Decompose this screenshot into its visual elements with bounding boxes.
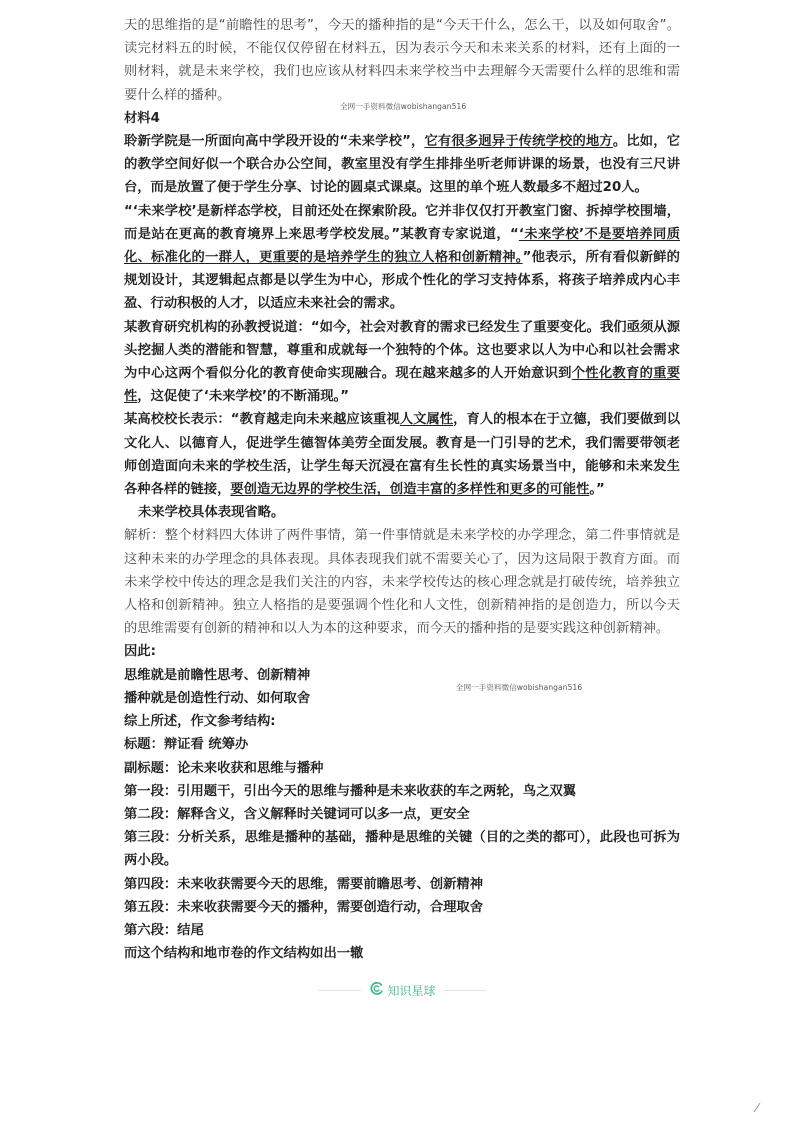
closing-line: 而这个结构和地市卷的作文结构如出一辙 <box>124 946 364 962</box>
material4-paragraph-4 <box>124 408 680 501</box>
analysis-paragraph: 解析：整个材料四大体讲了两件事情，第一件事情就是未来学校的办学理念，第二件事情就是这种未来的办学理念的具体表现。具体表现我们就不需要关心了，因为这局限于教育方面。而未来学校中传达的理念是我们关注的内容，未来学校传达的核心理念就是打破传统，培养独立人格和创新精神。独立人格指的是要强调个性化和人文性，创新精神指的是创造力，所以今天的思维需要有创新的精神和以人为本的这种要求，而今天的播种指的是要实践这种创新精神。 <box>124 528 680 637</box>
watermark-top: 全网一手资料微信wobishangan516 <box>340 102 467 111</box>
m4p3-text-b: ，这促使了‘未来学校’的不断涌现。” <box>137 389 349 405</box>
footer-brand-label: 知识星球 <box>387 983 436 998</box>
m4p2-text-b: ”他表示，所有看似新鲜的规划设计，其逻辑起点都是以学生为中心，形成个性化的学习支持体系，将孩子培养成内心丰盈、行动积极的人才，以适应未来社会的需求。 <box>124 250 680 312</box>
m4p1-underlined-1: 它有很多迥异于传统学校的地方 <box>424 134 613 150</box>
material4-paragraph-2 <box>124 200 680 316</box>
footer-divider-right <box>444 990 487 991</box>
document-body <box>124 14 680 965</box>
m4p4-text-a: 某高校校长表示：“教育越走向未来越应该重视 <box>124 412 400 428</box>
material4-paragraph-3 <box>124 316 680 409</box>
material4-title: 材料4 <box>124 110 160 126</box>
m4p4-text-c: 。” <box>589 482 605 498</box>
m4p1-text-a: 聆新学院是一所面向高中学段开设的“未来学校”， <box>124 134 425 150</box>
watermark-middle: 全网一手资料微信wobishangan516 <box>456 683 583 692</box>
m4p2-text-a: “‘未来学校’是新样态学校，目前还处在探索阶段。它并非仅仅打开教室门窗、拆掉学校围墙，而是站在更高的教育境界上来思考学校发展。”某教育专家说道，“ <box>124 203 680 242</box>
summary-line-2: 思维就是前瞻性思考、创新精神 <box>124 667 311 683</box>
essay-subtitle-line: 副标题：论未来收获和思维与播种 <box>124 760 324 776</box>
essay-title-line: 标题：辩证看 统筹办 <box>124 737 249 753</box>
footer-brand-bar <box>318 980 486 1000</box>
material4-omitted-note: 未来学校具体表现省略。 <box>138 505 285 521</box>
summary-line-3: 播种就是创造性行动、如何取舍 <box>124 690 311 706</box>
footer-brand[interactable] <box>361 981 444 999</box>
summary-line-1: 因此: <box>124 644 156 660</box>
footer-divider-left <box>318 990 361 991</box>
zsxq-logo-icon <box>369 981 384 999</box>
continuation-paragraph: 天的思维指的是“前瞻性的思考”，今天的播种指的是“今天干什么，怎么干，以及如何取舍”。读完材料五的时候，不能仅仅停留在材料五，因为表示今天和未来关系的材料，还有上面的一则材料，就是未来学校，我们也应该从材料四未来学校当中去理解今天需要什么样的思维和需要什么样的播种。 <box>124 18 680 103</box>
m4p4-text-b: ，育人的根本在于立德，我们要做到以文化人、以德育人，促进学生德智体美劳全面发展。教育是一门引导的艺术，我们需要带领老师创造面向未来的学校生活，让学生每天沉浸在富有生长性的真实场景当中，能够和未来发生各种各样的链接， <box>124 412 680 498</box>
structure-paragraph-6: 第六段：结尾 <box>124 922 204 938</box>
page-corner-slash-icon <box>752 1098 762 1110</box>
m4p3-underlined-1: 个性化教育的重要性 <box>124 366 681 405</box>
structure-paragraph-1: 第一段：引用题干，引出今天的思维与播种是未来收获的车之两轮，鸟之双翼 <box>124 783 577 799</box>
m4p1-text-b: 。比如，它的教学空间好似一个联合办公空间，教室里没有学生排排坐听老师讲课的场景，也没有三尺讲台，而是放置了便于学生分享、讨论的圆桌式课桌。这里的单个班人数最多不超过20人。 <box>124 134 681 196</box>
structure-paragraph-4: 第四段：未来收获需要今天的思维，需要前瞻思考、创新精神 <box>124 876 484 892</box>
structure-paragraph-5: 第五段：未来收获需要今天的播种，需要创造行动，合理取舍 <box>124 899 484 915</box>
m4p2-underlined-1: ‘未来学校’不是要培养同质化、标准化的一群人，更重要的是培养学生的独立人格和创新精神。 <box>124 226 681 266</box>
structure-paragraph-3: 第三段：分析关系，思维是播种的基础，播种是思维的关键（目的之类的都可），此段也可拆为两小段。 <box>124 830 680 869</box>
material4-paragraph-1 <box>124 130 680 200</box>
m4p3-text-a: 某教育研究机构的孙教授说道：“如今，社会对教育的需求已经发生了重要变化。我们亟须从源头挖掘人类的潜能和智慧，尊重和成就每一个独特的个体。这也要求以人为中心和以社会需求为中心这两个看似分化的教育使命实现融合。现在越来越多的人开始意识到 <box>124 319 680 382</box>
m4p4-underlined-1: 人文属性 <box>399 412 454 428</box>
summary-line-4: 综上所述，作文参考结构: <box>124 714 276 730</box>
structure-paragraph-2: 第二段：解释含义，含义解释时关键词可以多一点，更安全 <box>124 806 470 822</box>
m4p4-underlined-2: 要创造无边界的学校生活，创造丰富的多样性和更多的可能性 <box>230 482 590 498</box>
